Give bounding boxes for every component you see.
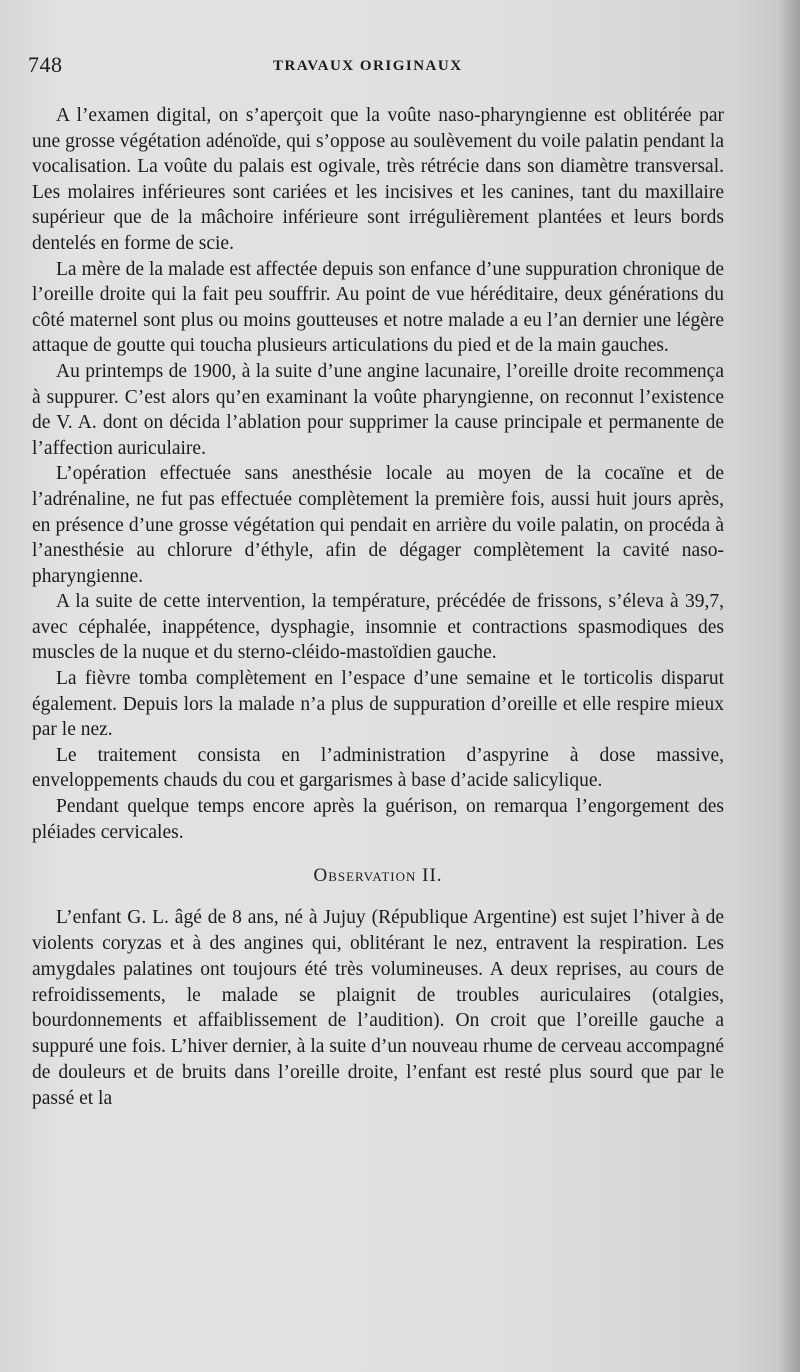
paragraph-mere: La mère de la malade est affectée depuis son enfance d’une suppuration chronique de l’oreille droite qui la fait peu souffrir. Au point de vue héréditaire, deux générations du côté maternel sont plus ou moins goutteuses et notre malade a eu l’an dernier une légère attaque de goutte qui toucha plusieurs articulations du pied et de la main gauches. [32, 258, 724, 357]
section-title-observation: Observation II. [313, 865, 443, 887]
paragraph-examen: A l’examen digital, on s’aperçoit que la voûte naso-pharyngienne est oblitérée par une grosse végétation adénoïde, qui s’oppose au soulèvement du voile palatin pendant la vocalisation. La voûte du palais est ogivale, très rétrécie dans son diamètre transversal. Les molaires inférieures sont cariées et les incisives et les canines, tant du maxillaire supérieur que de la mâchoire inférieure sont irrégulièrement plantées et leurs bords dentelés en forme de scie. [32, 105, 724, 254]
paragraph-printemps: Au printemps de 1900, à la suite d’une angine lacunaire, l’oreille droite recommença à suppurer. C’est alors qu’en examinant la voûte pharyngienne, on reconnut l’existence de V. A. dont on décida l’ablation pour supprimer la cause principale et permanente de l’affection auriculaire. [32, 360, 724, 459]
paragraph-traitement: Le traitement consista en l’administration d’aspyrine à dose massive, enveloppements chauds du cou et gargarismes à base d’acide salicylique. [32, 744, 724, 792]
page-header [28, 52, 728, 86]
paragraph-fievre: La fièvre tomba complètement en l’espace d’une semaine et le torticolis disparut également. Depuis lors la malade n’a plus de suppuration d’oreille et elle respire mieux par le nez. [32, 668, 724, 741]
paragraph-temperature: A la suite de cette intervention, la température, précédée de frissons, s’éleva à 39,7, avec céphalée, inappétence, dysphagie, insomnie et contractions spasmodiques des muscles de la nuque et du sterno-cléido-mastoïdien gauche. [32, 591, 724, 664]
running-head: TRAVAUX ORIGINAUX [273, 58, 463, 74]
page-number: 748 [28, 52, 63, 77]
paragraph-guerison: Pendant quelque temps encore après la guérison, on remarqua l’engorgement des pléiades cervicales. [32, 796, 724, 843]
page-edge-shadow [778, 0, 800, 1372]
paragraph-operation: L’opération effectuée sans anesthésie locale au moyen de la cocaïne et de l’adrénaline, ne fut pas effectuée complètement la première fois, aussi huit jours après, en présence d’une grosse végétation qui pendait en arrière du voile palatin, on procéda à l’anesthésie au chlorure d’éthyle, afin de dégager complètement la cavité naso-pharyngienne. [32, 463, 724, 587]
body-text [32, 103, 724, 1112]
observation-section [32, 905, 724, 1111]
paragraph-observation-enfant: L’enfant G. L. âgé de 8 ans, né à Jujuy (République Argentine) est sujet l’hiver à de violents coryzas et à des angines qui, oblitérant le nez, entravent la respiration. Les amygdales palatines ont toujours été très volumineuses. A deux reprises, au cours de refroidissements, le malade se plaignit de troubles auriculaires (otalgies, bourdonnements et affaiblissement de l’audition). On croit que l’oreille gauche a suppuré une fois. L’hiver dernier, à la suite d’un nouveau rhume de cerveau accompagné de douleurs et de bruits dans l’oreille droite, l’enfant est resté plus sourd que par le passé et la [32, 907, 724, 1109]
